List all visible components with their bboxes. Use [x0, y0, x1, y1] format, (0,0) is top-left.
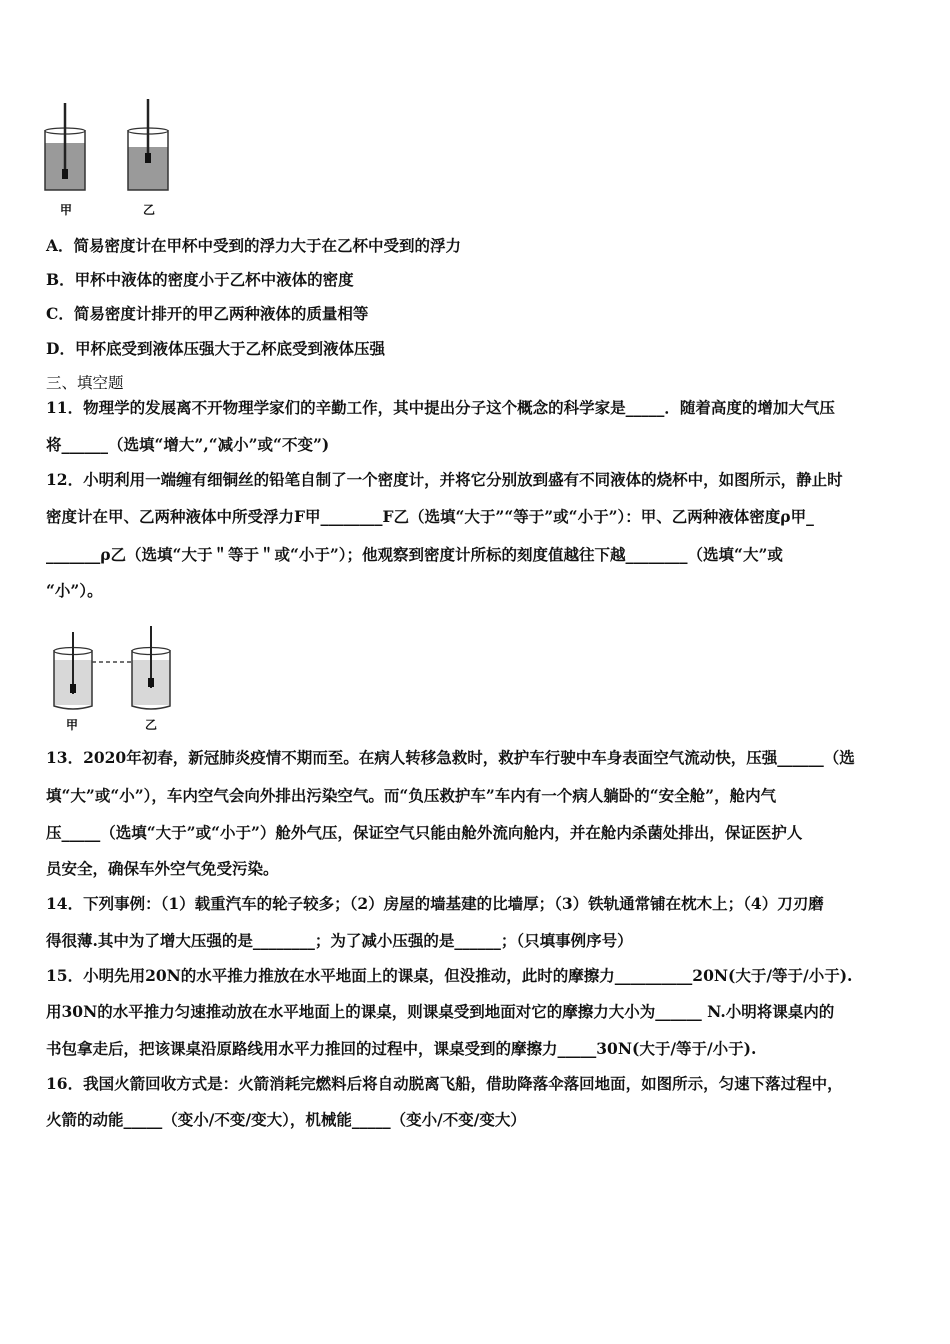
q14-line-2: 得很薄.其中为了增大压强的是________；为了减小压强的是______；（只填事例序号）	[46, 931, 633, 950]
figure2-label-a: 甲	[66, 718, 79, 732]
q11-line-1: 11．物理学的发展离不开物理学家们的辛勤工作，其中提出分子这个概念的科学家是_____．随着高度的增加大气压	[46, 398, 835, 417]
q13-line-3: 压_____（选填“大于”或“小于”）舱外气压，保证空气只能由舱外流向舱内，并在舱内杀菌处排出，保证医护人	[46, 823, 803, 842]
option-a: A．简易密度计在甲杯中受到的浮力大于在乙杯中受到的浮力	[46, 236, 462, 255]
q15-line-3: 书包拿走后，把该课桌沿原路线用水平力推回的过程中，课桌受到的摩擦力_____30N(大于/等于/小于).	[46, 1039, 757, 1058]
q16-line-1: 16．我国火箭回收方式是：火箭消耗完燃料后将自动脱离飞船，借助降落伞落回地面，如图所示，匀速下落过程中，	[46, 1074, 843, 1093]
beaker-b	[128, 99, 168, 190]
q16-line-2: 火箭的动能_____（变小/不变/变大），机械能_____（变小/不变/变大）	[46, 1110, 526, 1129]
q12-line-4: “小”）。	[46, 581, 103, 600]
q12-line-3: _______ρ乙（选填“大于＂等于＂或“小于”）；他观察到密度计所标的刻度值越往下越________（选填“大”或	[46, 545, 783, 564]
q11-line-2: 将______（选填“增大”,“减小”或“不变”)	[46, 435, 330, 454]
q12-line-1: 12．小明利用一端缠有细铜丝的铅笔自制了一个密度计，并将它分别放到盛有不同液体的烧杯中，如图所示，静止时	[46, 470, 843, 489]
figure-density-beakers-1	[40, 95, 180, 200]
figure1-label-a: 甲	[60, 203, 73, 217]
q13-line-1: 13．2020年初春，新冠肺炎疫情不期而至。在病人转移急救时，救护车行驶中车身表面空气流动快，压强______（选	[46, 748, 855, 767]
figure2-label-b: 乙	[145, 718, 158, 732]
figure1-label-b: 乙	[143, 203, 156, 217]
figure-density-beakers-2	[48, 622, 188, 717]
section-title: 三、填空题	[46, 374, 124, 392]
option-d: D．甲杯底受到液体压强大于乙杯底受到液体压强	[46, 339, 385, 358]
q13-line-2: 填“大”或“小”），车内空气会向外排出污染空气。而“负压救护车”车内有一个病人躺卧的“安全舱”，舱内气	[46, 786, 777, 805]
q14-line-1: 14．下列事例：（1）载重汽车的轮子较多；（2）房屋的墙基建的比墙厚；（3）铁轨通常铺在枕木上；（4）刀刃磨	[46, 894, 824, 913]
q12-line-2: 密度计在甲、乙两种液体中所受浮力F甲________F乙（选填“大于”“等于”或“小于”）：甲、乙两种液体密度ρ甲_	[46, 507, 814, 526]
option-b: B．甲杯中液体的密度小于乙杯中液体的密度	[46, 270, 354, 289]
beaker-a	[45, 103, 85, 190]
beaker-2b	[132, 626, 170, 709]
beaker-2a	[54, 632, 92, 709]
q15-line-1: 15．小明先用20N的水平推力推放在水平地面上的课桌，但没推动，此时的摩擦力__________20N(大于/等于/小于).	[46, 966, 853, 985]
q15-line-2: 用30N的水平推力匀速推动放在水平地面上的课桌，则课桌受到地面对它的摩擦力大小为______ N.小明将课桌内的	[46, 1002, 835, 1021]
q13-line-4: 员安全，确保车外空气免受污染。	[46, 859, 279, 878]
option-c: C．简易密度计排开的甲乙两种液体的质量相等	[46, 304, 369, 323]
